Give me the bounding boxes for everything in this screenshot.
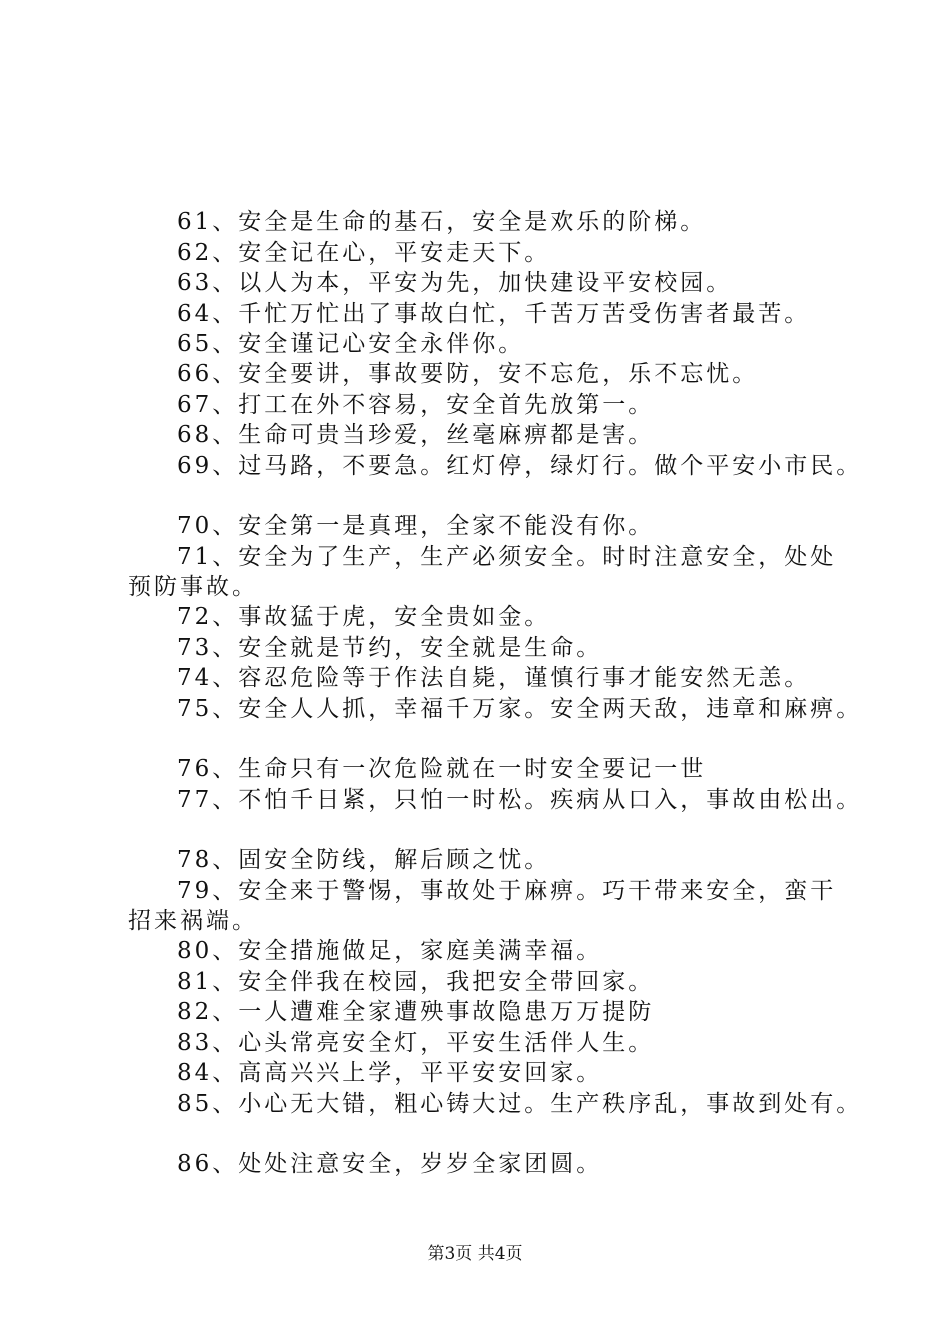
slogan-68: 68、生命可贵当珍爱，丝毫麻痹都是害。: [177, 422, 655, 448]
page-number-footer: 第3页 共4页: [427, 1244, 523, 1264]
slogan-67: 67、打工在外不容易，安全首先放第一。: [177, 392, 655, 418]
slogan-82: 82、一人遭难全家遭殃事故隐患万万提防: [177, 999, 655, 1025]
slogan-81: 81、安全伴我在校园，我把安全带回家。: [177, 969, 655, 995]
slogan-80: 80、安全措施做足，家庭美满幸福。: [177, 938, 603, 964]
slogan-83: 83、心头常亮安全灯，平安生活伴人生。: [177, 1030, 655, 1056]
slogan-79-continued: 招来祸端。: [128, 908, 258, 934]
slogan-79: 79、安全来于警惕，事故处于麻痹。巧干带来安全，蛮干: [177, 878, 837, 904]
slogan-75: 75、安全人人抓，幸福千万家。安全两天敌，违章和麻痹。: [177, 696, 863, 722]
slogan-64: 64、千忙万忙出了事故白忙，千苦万苦受伤害者最苦。: [177, 301, 811, 327]
slogan-77: 77、不怕千日紧，只怕一时松。疾病从口入，事故由松出。: [177, 787, 863, 813]
slogan-63: 63、以人为本，平安为先，加快建设平安校园。: [177, 270, 733, 296]
slogan-72: 72、事故猛于虎，安全贵如金。: [177, 604, 551, 630]
slogan-86: 86、处处注意安全，岁岁全家团圆。: [177, 1151, 603, 1177]
slogan-78: 78、固安全防线，解后顾之忧。: [177, 847, 551, 873]
slogan-66: 66、安全要讲，事故要防，安不忘危，乐不忘忧。: [177, 361, 759, 387]
slogan-65: 65、安全谨记心安全永伴你。: [177, 331, 525, 357]
slogan-74: 74、容忍危险等于作法自毙，谨慎行事才能安然无恙。: [177, 665, 811, 691]
slogan-73: 73、安全就是节约，安全就是生命。: [177, 635, 603, 661]
slogan-70: 70、安全第一是真理，全家不能没有你。: [177, 513, 655, 539]
slogan-85: 85、小心无大错，粗心铸大过。生产秩序乱，事故到处有。: [177, 1091, 863, 1117]
slogan-61: 61、安全是生命的基石，安全是欢乐的阶梯。: [177, 209, 707, 235]
slogan-84: 84、高高兴兴上学，平平安安回家。: [177, 1060, 603, 1086]
slogan-69: 69、过马路，不要急。红灯停，绿灯行。做个平安小市民。: [177, 453, 863, 479]
slogan-71-continued: 预防事故。: [128, 574, 258, 600]
slogan-62: 62、安全记在心，平安走天下。: [177, 240, 551, 266]
slogan-71: 71、安全为了生产，生产必须安全。时时注意安全，处处: [177, 544, 837, 570]
slogan-76: 76、生命只有一次危险就在一时安全要记一世: [177, 756, 707, 782]
